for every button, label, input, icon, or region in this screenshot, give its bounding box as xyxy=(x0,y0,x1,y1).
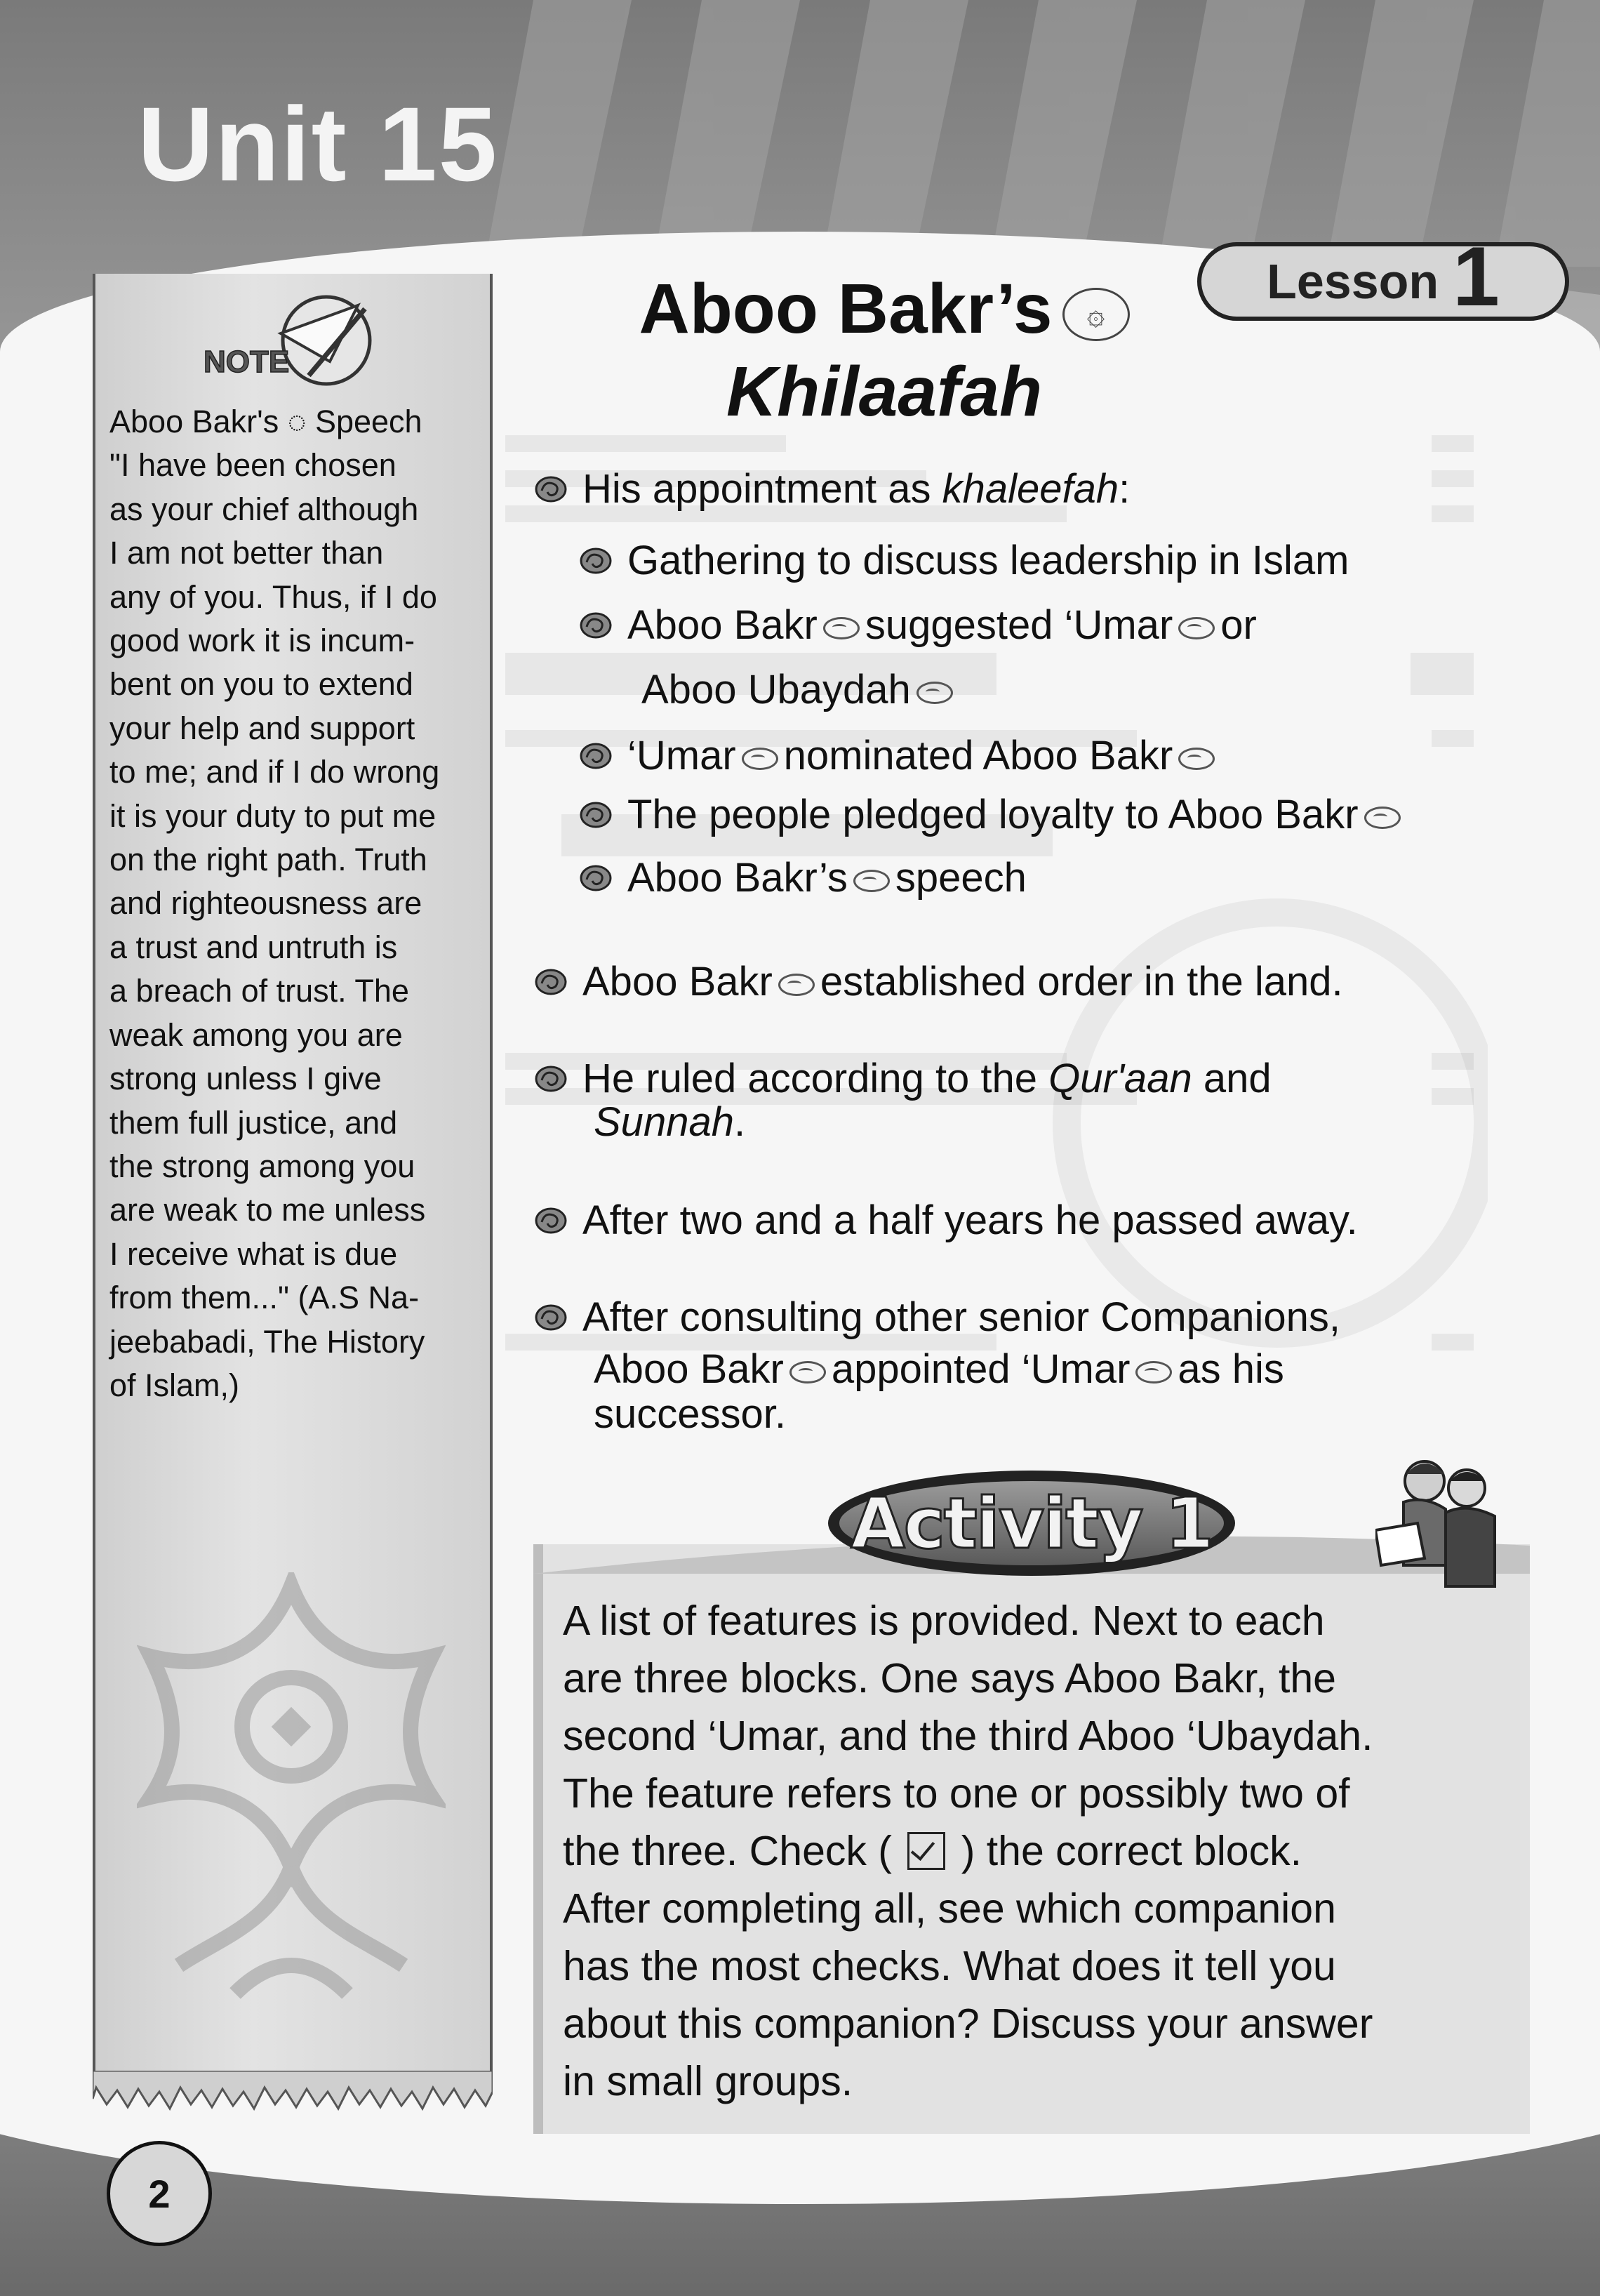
appointment-term: khaleefah xyxy=(942,466,1119,512)
activity-line: After completing all, see which companion xyxy=(563,1885,1336,1932)
note-line: your help and support xyxy=(109,710,415,746)
note-line: weak among you are xyxy=(109,1016,403,1053)
activity-line: second ‘Umar, and the third Aboo ‘Ubaydah. xyxy=(563,1713,1373,1759)
point-consult xyxy=(535,1294,1340,1341)
children-reading-illustration xyxy=(1375,1446,1516,1593)
activity-line: A list of features is provided. Next to each xyxy=(563,1598,1325,1644)
point-text: as his xyxy=(1178,1346,1284,1392)
point-text: successor. xyxy=(594,1391,786,1437)
activity-badge-label: Activity 1 xyxy=(839,1481,1224,1565)
note-line: "I have been chosen xyxy=(109,447,396,484)
point-text: appointed ‘Umar xyxy=(831,1346,1131,1392)
point-ruled xyxy=(535,1056,1272,1102)
point-text: established order in the land. xyxy=(820,959,1343,1004)
note-line: of Islam,) xyxy=(109,1367,240,1403)
sub-point-text: Gathering to discuss leadership in Islam xyxy=(627,538,1349,583)
ornament-decoration xyxy=(137,1572,446,2022)
lesson-title xyxy=(533,270,1235,430)
activity-line: has the most checks. What does it tell you xyxy=(563,1943,1336,1989)
sub-point-text: Aboo Bakr’s xyxy=(627,855,848,901)
note-line: a breach of trust. The xyxy=(109,973,409,1009)
sub-point-text: suggested ‘Umar xyxy=(865,602,1173,648)
note-line: Aboo Bakr's ◌ Speech xyxy=(109,404,422,439)
note-fringe xyxy=(93,2071,493,2113)
activity-line: about this companion? Discuss your answer xyxy=(563,2000,1373,2047)
honorific-icon xyxy=(1178,748,1215,770)
sub-point xyxy=(580,733,1220,779)
note-line: on the right path. Truth xyxy=(109,842,427,878)
page-number: 2 xyxy=(107,2141,212,2246)
swirl-bullet-icon xyxy=(535,1303,567,1332)
note-line: jeebabadi, The History xyxy=(109,1323,425,1360)
quran-term: Qur'aan xyxy=(1048,1056,1192,1101)
note-line: a trust and untruth is xyxy=(109,929,398,965)
swirl-bullet-icon xyxy=(535,968,567,996)
note-line: I receive what is due xyxy=(109,1235,398,1272)
sub-point xyxy=(580,792,1406,838)
lesson-label: Lesson xyxy=(1267,254,1439,309)
honorific-icon xyxy=(742,748,778,770)
point-text: . xyxy=(733,1099,746,1145)
title-line2: Khilaafah xyxy=(726,352,1043,431)
sub-point-text: Aboo Bakr xyxy=(627,602,818,648)
sub-point xyxy=(580,538,1349,584)
point-text: and xyxy=(1192,1056,1272,1101)
sub-point xyxy=(580,602,1257,649)
note-line: it is your duty to put me xyxy=(109,797,436,834)
sub-point-text: or xyxy=(1220,602,1257,648)
appointment-prefix: His appointment as xyxy=(582,466,942,512)
honorific-icon xyxy=(823,617,860,639)
honorific-icon xyxy=(853,870,890,892)
note-line: as your chief although xyxy=(109,491,419,527)
point-passed xyxy=(535,1197,1358,1244)
activity-badge xyxy=(828,1471,1235,1576)
activity-line: The feature refers to one or possibly two of xyxy=(563,1770,1350,1817)
point-order xyxy=(535,959,1343,1005)
note-line: them full justice, and xyxy=(109,1104,398,1141)
activity-line: are three blocks. One says Aboo Bakr, the xyxy=(563,1655,1336,1701)
honorific-icon xyxy=(778,974,815,996)
honorific-icon xyxy=(916,682,953,704)
swirl-bullet-icon xyxy=(580,742,612,770)
sunnah-term: Sunnah xyxy=(594,1099,734,1145)
note-line: bent on you to extend xyxy=(109,666,413,703)
honorific-icon xyxy=(1178,617,1215,639)
swirl-bullet-icon xyxy=(580,801,612,829)
point-text: He ruled according to the xyxy=(582,1056,1049,1101)
point-text: After consulting other senior Companions, xyxy=(582,1294,1341,1340)
point-ruled-continued xyxy=(594,1099,745,1146)
note-line: strong unless I give xyxy=(109,1061,382,1097)
activity-line: in small groups. xyxy=(563,2058,853,2104)
swirl-bullet-icon xyxy=(580,864,612,892)
activity-instructions xyxy=(563,1592,1517,2110)
note-line: are weak to me unless xyxy=(109,1192,426,1228)
honorific-icon xyxy=(1135,1361,1172,1383)
note-line: to me; and if I do wrong xyxy=(109,754,440,790)
checkbox-icon xyxy=(907,1832,945,1870)
sub-point-text: The people pledged loyalty to Aboo Bakr xyxy=(627,792,1359,837)
activity-check-text: ) the correct block. xyxy=(949,1828,1302,1874)
honorific-icon xyxy=(1364,807,1401,829)
point-consult-continued xyxy=(594,1391,786,1438)
note-icon xyxy=(204,291,379,404)
activity-line xyxy=(563,1822,1517,1880)
point-text: Aboo Bakr xyxy=(594,1346,784,1392)
swirl-bullet-icon xyxy=(580,547,612,575)
note-line: from them..." (A.S Na- xyxy=(109,1280,420,1316)
swirl-bullet-icon xyxy=(535,1207,567,1235)
swirl-bullet-icon xyxy=(535,475,567,503)
point-text: Aboo Bakr xyxy=(582,959,773,1004)
appointment-suffix: : xyxy=(1119,466,1131,512)
sub-point xyxy=(580,855,1027,901)
sub-point-text: speech xyxy=(895,855,1027,901)
point-consult-continued xyxy=(594,1346,1284,1393)
note-quote xyxy=(109,400,488,1407)
honorific-icon xyxy=(789,1361,826,1383)
lesson-badge xyxy=(1197,230,1569,324)
sub-point-text: Aboo Ubaydah xyxy=(641,667,911,712)
swirl-bullet-icon xyxy=(535,1065,567,1093)
note-line: good work it is incum- xyxy=(109,623,415,659)
activity-check-text: the three. Check ( xyxy=(563,1828,904,1874)
sub-point-text: ‘Umar xyxy=(627,733,736,778)
lesson-number: 1 xyxy=(1453,230,1500,324)
point-appointment xyxy=(535,466,1130,512)
note-line: the strong among you xyxy=(109,1148,415,1184)
note-line: and righteousness are xyxy=(109,885,422,922)
sub-point-continued xyxy=(641,667,959,713)
honorific-calligraphy-icon: ۞ xyxy=(1062,288,1130,341)
unit-title: Unit 15 xyxy=(138,85,499,203)
point-text: After two and a half years he passed away. xyxy=(582,1197,1358,1243)
swirl-bullet-icon xyxy=(580,611,612,639)
title-line1: Aboo Bakr’s xyxy=(639,270,1053,348)
note-line: any of you. Thus, if I do xyxy=(109,578,437,615)
note-line: I am not better than xyxy=(109,535,384,571)
svg-text:NOTE: NOTE xyxy=(204,345,290,379)
sub-point-text: nominated Aboo Bakr xyxy=(783,733,1173,778)
